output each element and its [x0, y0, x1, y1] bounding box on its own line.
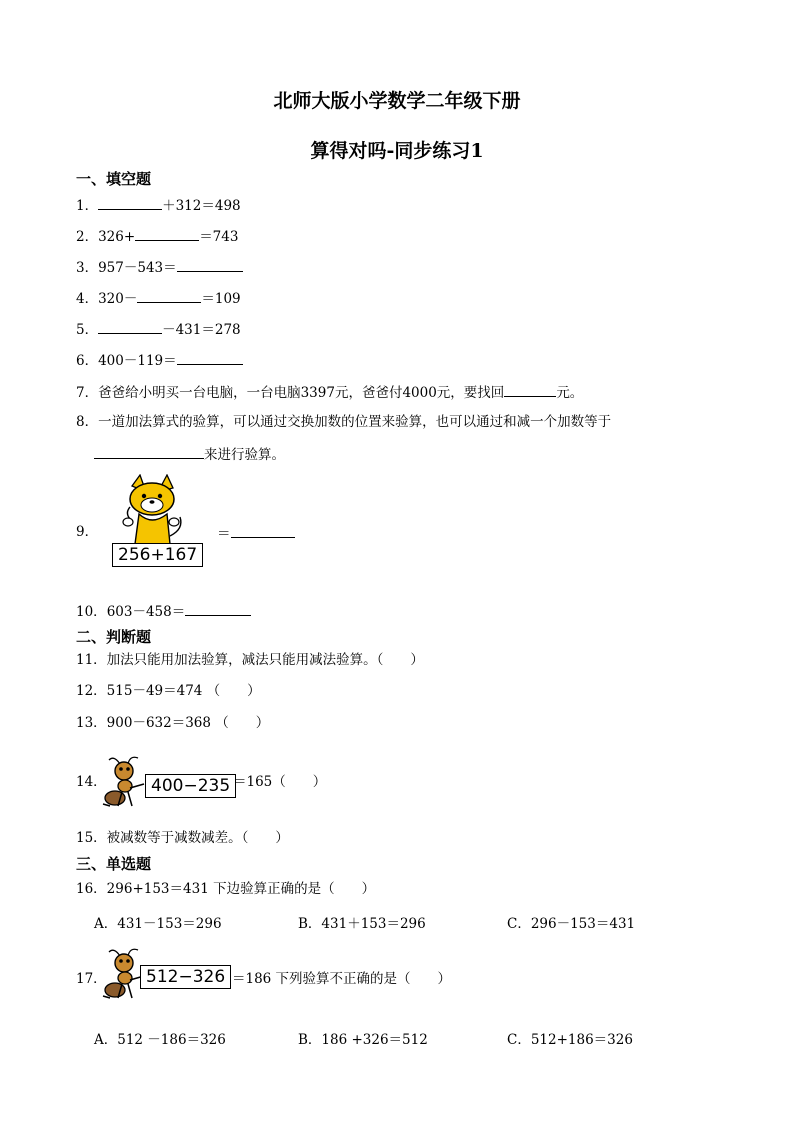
answer-blank[interactable] — [504, 382, 556, 397]
answer-blank[interactable] — [98, 195, 162, 210]
question-13: 13．900－632＝368 （ ） — [76, 715, 270, 731]
question-9-number: 9． — [76, 524, 99, 540]
ant-icon — [103, 757, 144, 806]
question-8-continued — [94, 444, 285, 464]
question-text: 603－458＝ — [106, 604, 186, 620]
question-16-option-b[interactable]: B．431＋153＝296 — [298, 916, 426, 932]
section-choice: 三、单选题 — [76, 855, 152, 873]
question-9-answer — [217, 523, 295, 543]
answer-blank[interactable] — [98, 319, 162, 334]
question-12: 12．515－49＝474 （ ） — [76, 683, 261, 699]
page-subtitle: 算得对吗-同步练习1 — [310, 140, 484, 162]
section-judge: 二、判断题 — [76, 628, 152, 646]
question-text: －431＝278 — [162, 322, 241, 338]
question-text: ＝109 — [201, 291, 241, 307]
question-text: ＝ — [217, 526, 231, 542]
question-text: 320－ — [98, 291, 138, 307]
question-8 — [76, 413, 611, 431]
question-number: 7． — [76, 385, 99, 401]
expression-card: 256+167 — [112, 543, 203, 567]
question-number: 3． — [76, 260, 99, 276]
answer-blank[interactable] — [177, 257, 243, 272]
question-2 — [76, 226, 238, 246]
answer-blank[interactable] — [137, 288, 201, 303]
question-number: 1． — [76, 198, 99, 214]
question-11: 11．加法只能用加法验算，减法只能用减法验算。（ ） — [76, 652, 424, 668]
question-text: 爸爸给小明买一台电脑，一台电脑3397元，爸爸付4000元，要找回 — [98, 385, 505, 401]
page-title: 北师大版小学数学二年级下册 — [273, 90, 521, 112]
question-number: 10． — [76, 604, 107, 620]
answer-blank[interactable] — [135, 226, 199, 241]
ant-expression-box-17 — [140, 965, 231, 989]
ant-expression-box-14 — [145, 774, 236, 798]
question-text: ＋312＝498 — [162, 198, 241, 214]
answer-blank[interactable] — [231, 523, 295, 538]
question-4 — [76, 288, 241, 308]
question-number: 8． — [76, 414, 99, 430]
answer-blank[interactable] — [185, 601, 251, 616]
question-text: 957－543＝ — [98, 260, 177, 276]
question-3 — [76, 257, 243, 277]
expression-card: 512−326 — [140, 965, 231, 989]
question-10 — [76, 601, 251, 621]
question-6 — [76, 350, 243, 370]
question-number: 2． — [76, 229, 99, 245]
cat-expression-box — [112, 543, 203, 567]
question-17-option-b[interactable]: B．186 +326＝512 — [298, 1032, 428, 1048]
question-text: 元。 — [556, 385, 584, 401]
question-15: 15．被减数等于减数减差。（ ） — [76, 830, 289, 846]
question-number: 6． — [76, 353, 99, 369]
question-17-option-c[interactable]: C．512+186＝326 — [507, 1032, 633, 1048]
question-7 — [76, 382, 583, 402]
cat-icon — [123, 475, 181, 544]
question-1 — [76, 195, 241, 215]
expression-card: 400−235 — [145, 774, 236, 798]
question-text: 来进行验算。 — [204, 447, 285, 463]
question-16: 16．296+153＝431 下边验算正确的是（ ） — [76, 881, 376, 897]
question-text: 一道加法算式的验算，可以通过交换加数的位置来验算，也可以通过和减一个加数等于 — [98, 414, 612, 430]
question-text: 326+ — [98, 229, 136, 245]
question-17-option-a[interactable]: A．512 －186＝326 — [94, 1032, 226, 1048]
question-number: 4． — [76, 291, 99, 307]
question-5 — [76, 319, 241, 339]
answer-blank[interactable] — [94, 444, 204, 459]
question-16-option-c[interactable]: C．296－153＝431 — [507, 916, 636, 932]
question-14-number: 14． — [76, 774, 107, 790]
question-number: 5． — [76, 322, 99, 338]
question-text: 400－119＝ — [98, 353, 177, 369]
answer-blank[interactable] — [177, 350, 243, 365]
ant-icon — [103, 949, 144, 998]
question-17-number: 17． — [76, 971, 107, 987]
question-17-text: ＝186 下列验算不正确的是（ ） — [232, 971, 452, 987]
question-16-option-a[interactable]: A．431－153＝296 — [94, 916, 222, 932]
question-14-text: ＝165（ ） — [233, 774, 327, 790]
section-fill-in: 一、填空题 — [76, 170, 152, 188]
question-text: ＝743 — [199, 229, 239, 245]
